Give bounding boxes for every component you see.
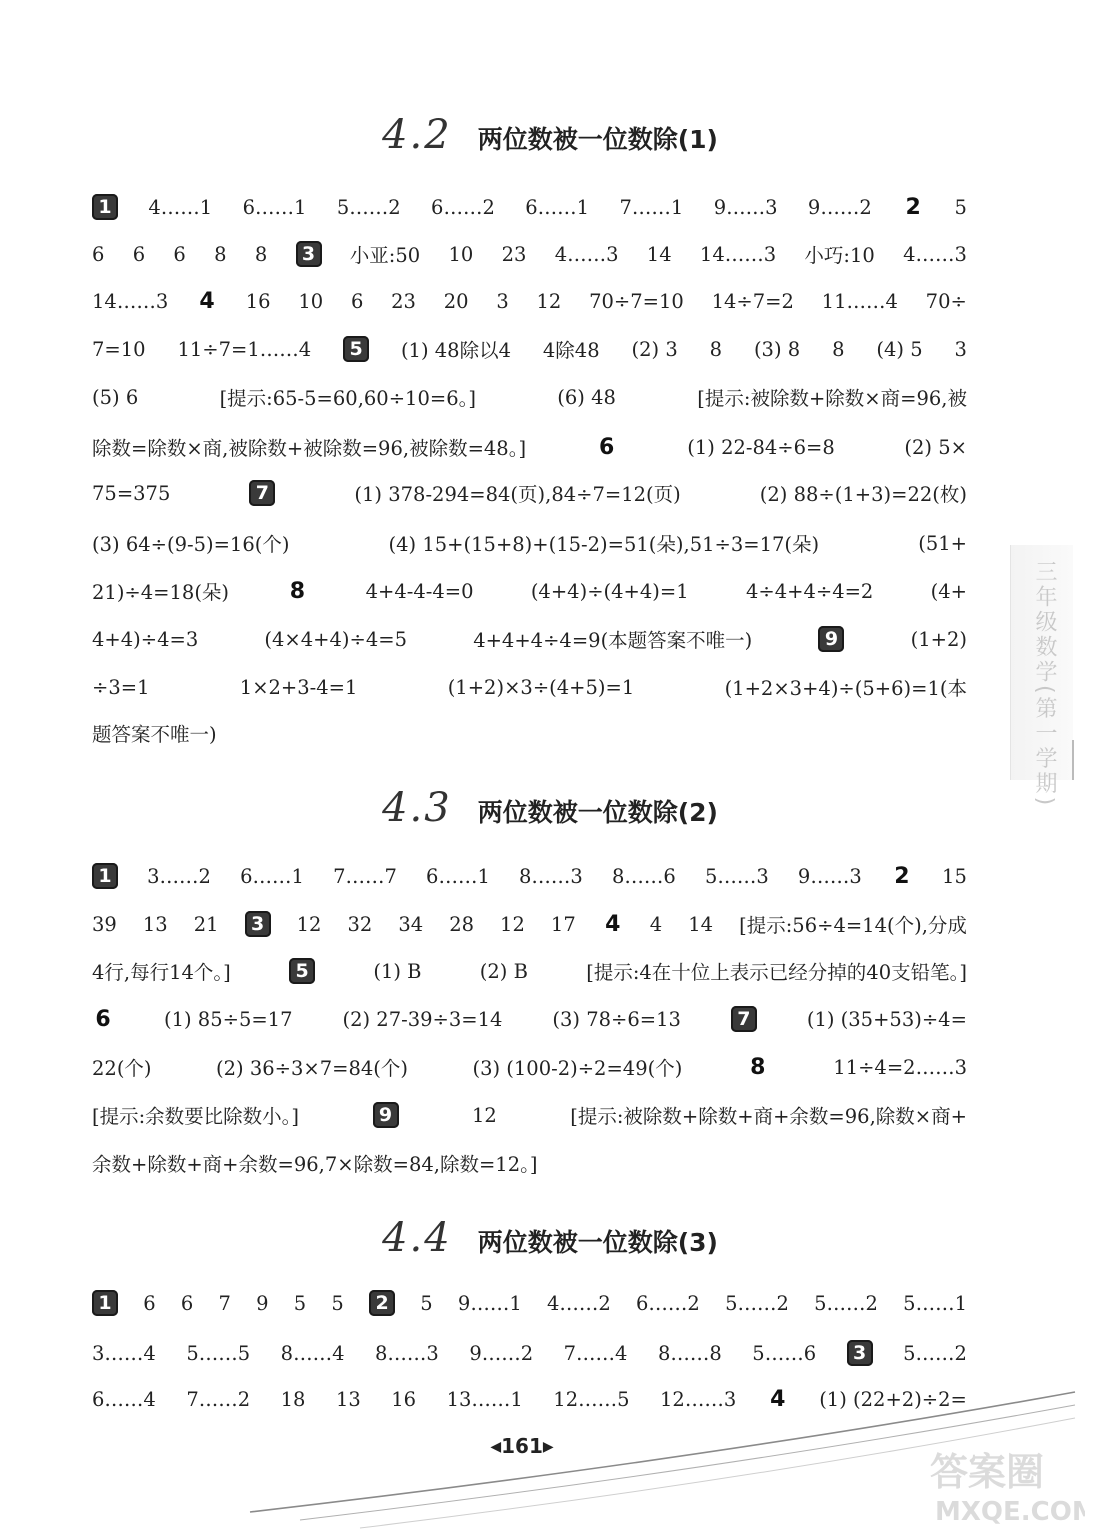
answer-text: 39 [92,912,117,936]
answer-text: 4 [649,912,663,936]
page-number [482,1434,562,1458]
question-number-badge: 3 [847,1340,873,1366]
answer-text: 6 [180,1291,194,1315]
answer-text: 9……3 [797,864,862,888]
answer-text: (2) 3 [631,337,678,361]
answer-text: 75=375 [92,481,171,505]
answer-text: 18 [280,1387,306,1411]
answer-line [92,667,967,707]
question-number-badge: 7 [249,480,275,506]
question-number-badge: 3 [245,911,271,937]
answer-text: 6 [350,289,364,313]
section-title [0,1215,1100,1261]
answer-text: (2) 27-39÷3=14 [342,1007,503,1031]
answer-line [92,377,967,417]
answer-line [92,187,967,227]
answer-text: [提示:65-5=60,60÷10=6。] [219,387,476,410]
answer-text: 13……1 [446,1387,523,1411]
question-number: 2 [905,194,921,220]
answer-line [92,571,967,611]
answer-text: (1) (35+53)÷4= [806,1007,967,1031]
answer-text: 6 [132,242,146,266]
answer-text: [提示:4在十位上表示已经分掉的40支铅笔。] [586,961,967,984]
answer-text: (2) 5× [904,435,967,459]
answer-line [92,951,967,991]
question-number: 4 [605,911,621,937]
answer-text: (3) 8 [753,337,801,361]
answer-text: 5 [954,195,967,219]
answer-text: 12……5 [553,1387,630,1411]
answer-text: (5) 6 [92,385,139,409]
answer-text: 23 [391,289,416,313]
answer-text: 12 [296,912,322,936]
answer-text: (1) B [373,959,422,983]
answer-text: (2) 88÷(1+3)=22(枚) [759,483,967,506]
answer-text: 4行,每行14个。] [92,961,231,984]
answer-text: (1+2×3+4)÷(5+6)=1(本 [724,677,967,700]
answer-text: 3……2 [147,864,211,888]
answer-text: 6 [143,1291,156,1315]
question-number-badge: 2 [369,1290,395,1316]
answer-text: 6 [173,242,186,266]
answer-line [92,1143,967,1183]
answer-text: 5 [293,1291,307,1315]
answer-text: 3 [954,337,967,361]
answer-text: 12 [471,1103,497,1127]
question-number: 4 [770,1386,786,1412]
answer-text: 8 [214,242,227,266]
answer-text: (1+2) [910,627,967,651]
question-number-badge: 9 [373,1102,399,1128]
question-number-badge: 5 [289,958,315,984]
answer-text: 小巧:10 [804,244,875,267]
answer-line [92,1333,967,1373]
answer-text: 16 [245,289,271,313]
answer-text: 6……1 [426,864,490,888]
answer-text: 14÷7=2 [711,289,794,313]
question-number-badge: 7 [731,1006,757,1032]
answer-text: 5……3 [704,864,769,888]
answer-text: 7=10 [92,337,146,361]
answer-text: 14……3 [699,242,777,266]
answer-text: 9……3 [713,195,778,219]
answer-text: 12 [500,912,525,936]
side-tab-text: 三年级数学(第一学期) [1032,560,1057,809]
question-number: 8 [750,1054,766,1080]
answer-text: 7 [218,1291,231,1315]
answer-text: 21)÷4=18(朵) [92,581,230,604]
question-number-badge: 9 [818,626,844,652]
answer-line [92,1283,967,1323]
answer-text: 题答案不唯一) [92,723,217,746]
answer-text: 28 [449,912,475,936]
answer-text: 4+4)÷4=3 [92,627,199,651]
answer-line [92,904,967,944]
answer-text: 5……5 [186,1341,251,1365]
answer-text: [提示:56÷4=14(个),分成 [739,914,967,937]
answer-text: (1+2)×3÷(4+5)=1 [447,675,635,699]
watermark-logo [925,1440,1085,1530]
answer-text: 1×2+3-4=1 [239,675,358,699]
section-number: 4.2 [382,112,452,158]
answer-text: 70÷ [925,289,967,313]
answer-text: 34 [398,912,424,936]
answer-text: 5……6 [752,1341,817,1365]
answer-text: (2) 36÷3×7=84(个) [216,1057,408,1080]
answer-text: 9……2 [469,1341,534,1365]
answer-text: 7……1 [619,195,684,219]
answer-text: 5……2 [903,1341,967,1365]
answer-text: 小亚:50 [349,244,421,267]
answer-line [92,281,967,321]
answer-text: 14……3 [92,289,169,313]
answer-line [92,1379,967,1419]
svg-text:答案圈: 答案圈 [930,1450,1045,1494]
answer-text: 13 [142,912,168,936]
answer-text: 7……7 [333,864,397,888]
answer-text: 4……3 [554,242,619,266]
answer-text: (4×4+4)÷4=5 [264,627,408,651]
question-number-badge: 1 [92,1290,118,1316]
answer-text: 3……4 [92,1341,156,1365]
answer-text: 9……2 [807,195,872,219]
answer-text: 8 [832,337,845,361]
answer-text: 7……4 [563,1341,628,1365]
answer-text: 13 [335,1387,361,1411]
answer-text: 4……2 [546,1291,611,1315]
answer-text: (4+4)÷(4+4)=1 [530,579,689,603]
answer-text: 21 [193,912,219,936]
answer-text: 70÷7=10 [589,289,684,313]
section-number: 4.3 [382,785,452,831]
svg-text:MXQE.COM: MXQE.COM [935,1497,1085,1527]
answer-text: (4) 5 [876,337,923,361]
answer-text: 8 [254,242,268,266]
answer-text: (3) 78÷6=13 [552,1007,681,1031]
question-number: 2 [894,863,910,889]
answer-text: 6……2 [431,195,495,219]
answer-text: 17 [550,912,576,936]
answer-text: [提示:被除数+除数+商+余数=96,除数×商+ [570,1105,967,1128]
answer-line [92,329,967,369]
answer-text: (3) (100-2)÷2=49(个) [472,1057,683,1080]
answer-text: 11÷7=1……4 [177,337,312,361]
answer-text: (2) B [479,959,528,983]
answer-line [92,427,967,467]
answer-text: 15 [942,864,967,888]
answer-text: 5 [331,1291,344,1315]
answer-line [92,234,967,274]
answer-text: 4+4+4÷4=9(本题答案不唯一) [473,629,753,652]
section-title-text: 两位数被一位数除(1) [477,125,718,154]
answer-text: 12 [536,289,562,313]
answer-text: 8……8 [657,1341,722,1365]
answer-text: 14 [646,242,672,266]
answer-text: 8……6 [611,864,676,888]
answer-text: 6……1 [242,195,307,219]
answer-text: 6……1 [525,195,590,219]
answer-text: 10 [298,289,324,313]
answer-text: 6……2 [636,1291,700,1315]
answer-text: (4+ [930,579,967,603]
answer-text: 5……1 [903,1291,967,1315]
answer-text: [提示:余数要比除数小。] [92,1105,300,1128]
answer-text: (6) 48 [557,385,616,409]
answer-text: [提示:被除数+除数×商=96,被 [697,387,967,410]
answer-text: 4÷4+4÷4=2 [745,579,874,603]
answer-text: 7……2 [186,1387,251,1411]
answer-text: 5……2 [814,1291,878,1315]
question-number-badge: 1 [92,863,118,889]
answer-text: (1) (22+2)÷2= [819,1387,967,1411]
answer-text: 4+4-4-4=0 [365,579,474,603]
answer-text: 22(个) [92,1057,152,1080]
answer-text: (51+ [918,531,967,555]
side-tab-divider [1072,740,1074,780]
answer-text: ÷3=1 [92,675,150,699]
question-number-badge: 5 [343,336,369,362]
answer-text: 8 [709,337,723,361]
answer-text: 11……4 [821,289,898,313]
page-number-text: 161 [501,1434,543,1458]
answer-text: (1) 378-294=84(页),84÷7=12(页) [354,483,681,506]
answer-line [92,999,967,1039]
answer-line [92,713,967,753]
answer-line [92,856,967,896]
answer-text: 23 [501,242,527,266]
question-number: 8 [289,578,305,604]
right-arrow-icon: ▶ [542,1439,554,1455]
answer-text: 20 [443,289,469,313]
answer-text: 16 [391,1387,417,1411]
answer-text: 除数=除数×商,被除数+被除数=96,被除数=48。] [92,437,527,460]
answer-text: (4) 15+(15+8)+(15-2)=51(朵),51÷3=17(朵) [388,533,820,556]
answer-text: 4除48 [542,339,600,362]
answer-text: 8……3 [374,1341,439,1365]
question-number: 6 [95,1006,111,1032]
section-title [0,785,1100,831]
answer-text: 12……3 [660,1387,737,1411]
question-number-badge: 1 [92,194,118,220]
answer-text: 5……2 [336,195,401,219]
section-title-text: 两位数被一位数除(3) [477,1228,718,1257]
answer-text: (1) 22-84÷6=8 [687,435,835,459]
answer-line [92,1095,967,1135]
answer-text: (3) 64÷(9-5)=16(个) [92,533,290,556]
section-title-text: 两位数被一位数除(2) [477,798,718,827]
left-arrow-icon: ◀ [490,1439,502,1455]
answer-text: 9……1 [457,1291,522,1315]
answer-text: 余数+除数+商+余数=96,7×除数=84,除数=12。] [92,1153,538,1176]
answer-line [92,619,967,659]
answer-text: 6 [92,242,105,266]
answer-text: 8……3 [519,864,583,888]
answer-line [92,1047,967,1087]
answer-text: 6……4 [92,1387,156,1411]
answer-text: 14 [688,912,714,936]
answer-text: 10 [448,242,474,266]
answer-text: 5 [420,1291,433,1315]
question-number: 6 [599,434,615,460]
answer-text: (1) 85÷5=17 [163,1007,293,1031]
answer-text: 4……1 [148,195,213,219]
answer-line [92,523,967,563]
answer-text: 8……4 [280,1341,345,1365]
answer-text: 9 [256,1291,269,1315]
answer-text: 3 [496,289,509,313]
answer-text: 11÷4=2……3 [833,1055,967,1079]
answer-text: 4……3 [903,242,967,266]
answer-line [92,473,967,513]
question-number-badge: 3 [296,241,322,267]
answer-text: 5……2 [725,1291,789,1315]
answer-text: 32 [347,912,373,936]
section-number: 4.4 [382,1215,452,1261]
section-title [0,112,1100,158]
answer-text: (1) 48除以4 [400,339,511,362]
question-number: 4 [199,288,215,314]
answer-text: 6……1 [240,864,304,888]
